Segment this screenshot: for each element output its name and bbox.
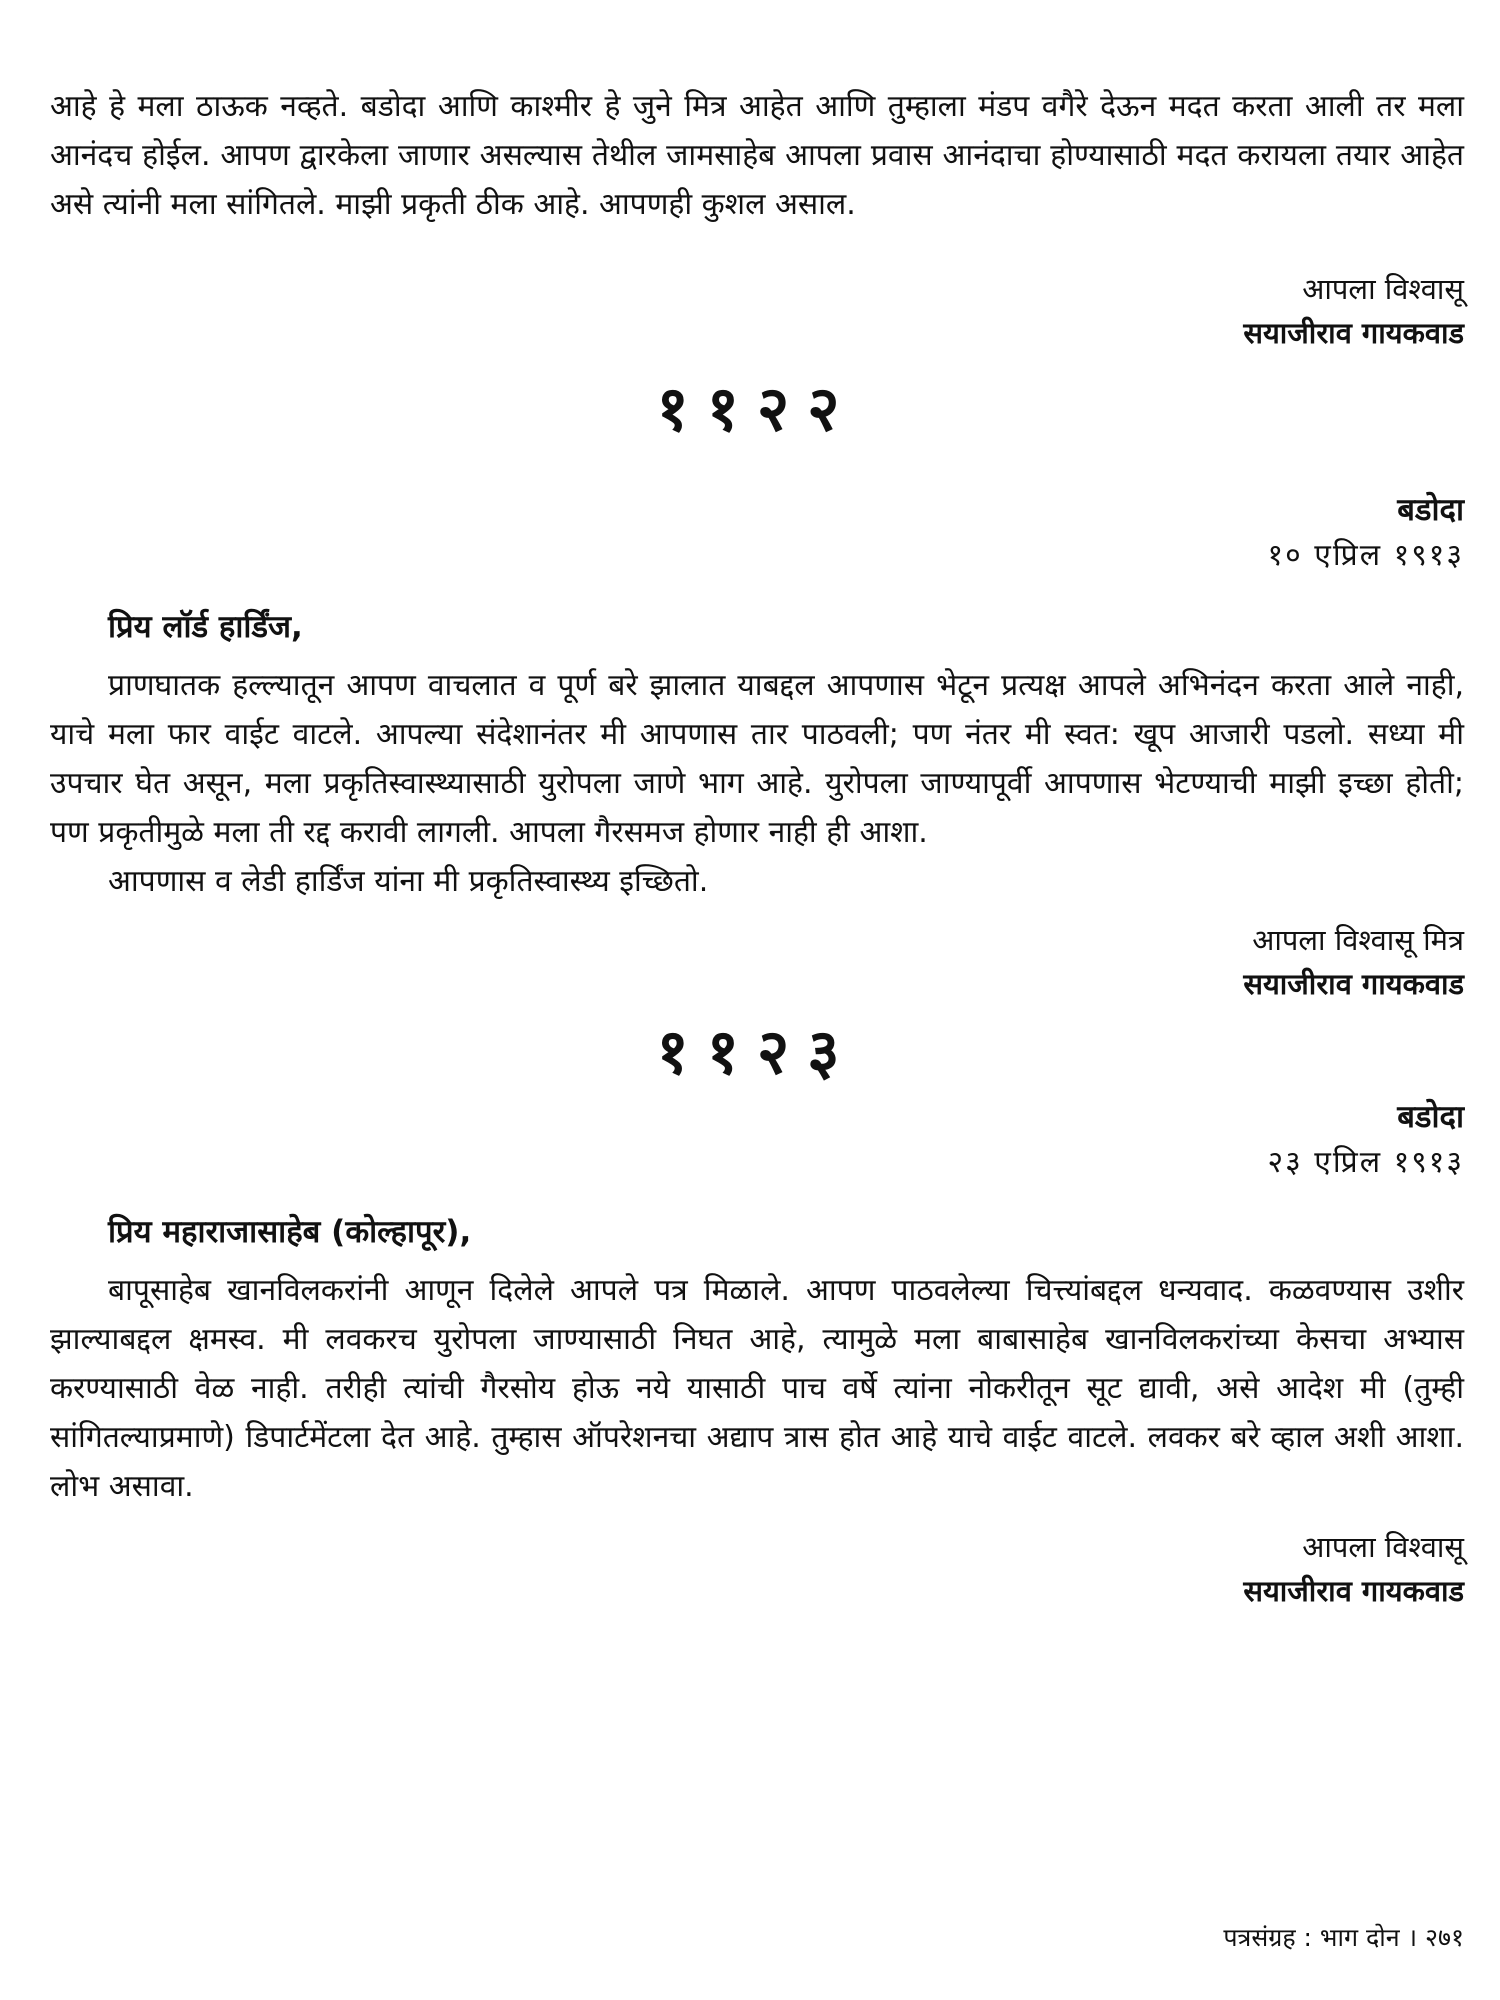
letter-date: २३ एप्रिल १९१३ [1267, 1145, 1464, 1180]
signature: सयाजीराव गायकवाड [1243, 316, 1464, 350]
signature: सयाजीराव गायकवाड [1243, 1574, 1464, 1608]
letter-date: १० एप्रिल १९१३ [1267, 538, 1464, 573]
letter-number: ११२३ [656, 1015, 858, 1088]
letter-paragraph: आपणास व लेडी हार्डिंज यांना मी प्रकृतिस्वास्थ्य इच्छितो. [108, 864, 709, 899]
signature: सयाजीराव गायकवाड [1243, 967, 1464, 1001]
letter-salutation: प्रिय लॉर्ड हार्डिंज, [108, 609, 303, 645]
closing: आपला विश्वासू [1302, 1530, 1464, 1564]
letter-salutation: प्रिय महाराजासाहेब (कोल्हापूर), [108, 1214, 472, 1250]
letter-paragraph: प्राणघातक हल्ल्यातून आपण वाचलात व पूर्ण बरे झालात याबद्दल आपणास भेटून प्रत्यक्ष आपले अभिनंदन करता आले नाही, याचे मला फार वाईट वाटले. आपल्या संदेशानंतर मी आपणास तार पाठवली; पण नंतर मी स्वत: खूप आजारी पडलो. सध्या मी उपचार घेत असून, मला प्रकृतिस्वास्थ्यासाठी युरोपला जाणे भाग आहे. युरोपला जाण्यापूर्वी आपणास भेटण्याची माझी इच्छा होती; पण प्रकृतीमुळे मला ती रद्द करावी लागली. आपला गैरसमज होणार नाही ही आशा. [50, 668, 1464, 850]
letter-paragraph: बापूसाहेब खानविलकरांनी आणून दिलेले आपले पत्र मिळाले. आपण पाठवलेल्या चित्त्यांबद्दल धन्यवाद. कळवण्यास उशीर झाल्याबद्दल क्षमस्व. मी लवकरच युरोपला जाण्यासाठी निघत आहे, त्यामुळे मला बाबासाहेब खानविलकरांच्या केसचा अभ्यास करण्यासाठी वेळ नाही. तरीही त्यांची गैरसोय होऊ नये यासाठी पाच वर्षे त्यांना नोकरीतून सूट द्यावी, असे आदेश मी (तुम्ही सांगितल्याप्रमाणे) डिपार्टमेंटला देत आहे. तुम्हास ऑपरेशनचा अद्याप त्रास होत आहे याचे वाईट वाटले. लवकर बरे व्हाल अशी आशा. लोभ असावा. [50, 1273, 1464, 1504]
continuation-paragraph: आहे हे मला ठाऊक नव्हते. बडोदा आणि काश्मीर हे जुने मित्र आहेत आणि तुम्हाला मंडप वगैरे देऊन मदत करता आली तर मला आनंदच होईल. आपण द्वारकेला जाणार असल्यास तेथील जामसाहेब आपला प्रवास आनंदाचा होण्यासाठी मदत करायला तयार आहेत असे त्यांनी मला सांगितले. माझी प्रकृती ठीक आहे. आपणही कुशल असाल. [50, 89, 1464, 222]
page-footer: पत्रसंग्रह : भाग दोन । २७१ [1223, 1923, 1464, 1952]
letter-place: बडोदा [1397, 492, 1464, 528]
closing: आपला विश्वासू मित्र [1252, 923, 1464, 957]
closing: आपला विश्वासू [1302, 272, 1464, 306]
letter-place: बडोदा [1397, 1099, 1464, 1135]
letter-number: ११२२ [656, 372, 858, 445]
